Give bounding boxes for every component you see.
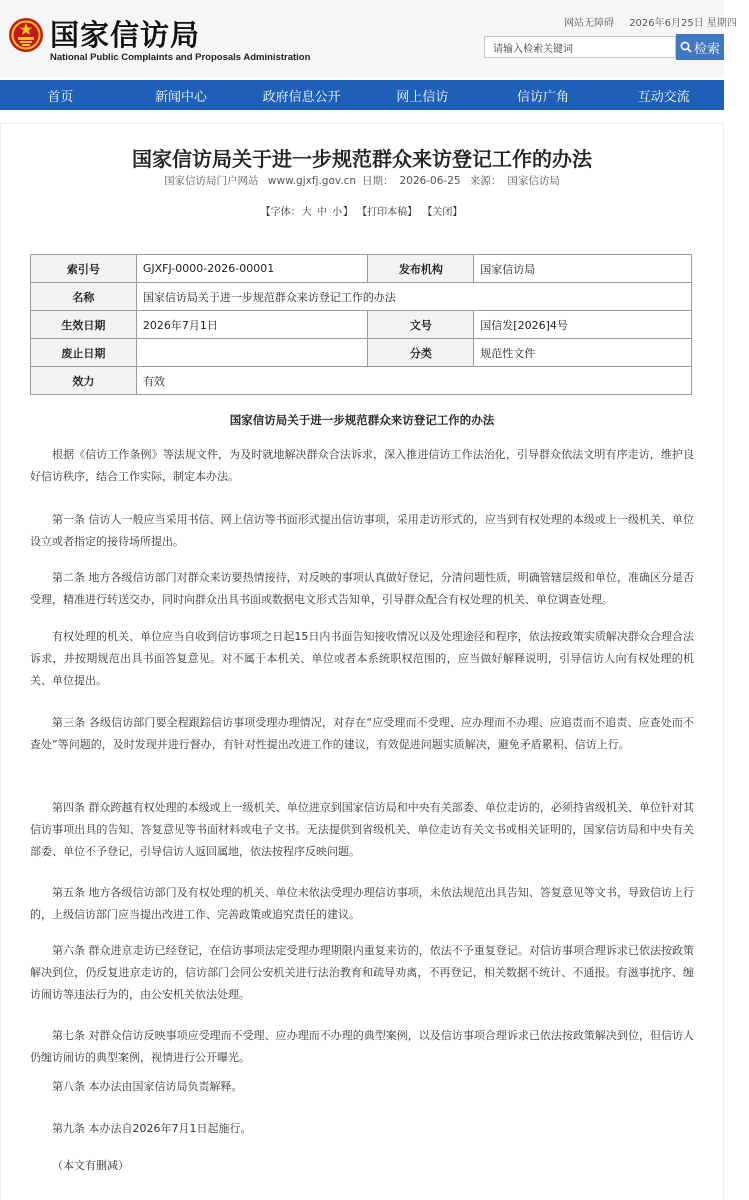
doc-number-label: 文号	[368, 311, 474, 339]
nav-item-interaction[interactable]: 互动交流	[637, 89, 690, 105]
name-value: 国家信访局关于进一步规范群众来访登记工作的办法	[136, 283, 691, 311]
close-link[interactable]: 【关闭】	[422, 207, 463, 218]
body-paragraph: 第二条 地方各级信访部门对群众来访要热情接待，对反映的事项认真做好登记，分清问题性质，明确管辖层级和单位，准确区分是否受理，精准进行转送交办，同时向群众出具书面或数据电文形式告知单，引导群众配合有权处理的机关、单位调查处理。	[30, 571, 694, 606]
print-link[interactable]: 【打印本稿】	[357, 207, 418, 218]
body-paragraph: 根据《信访工作条例》等法规文件，为及时就地解决群众合法诉求，深入推进信访工作法治化，引导群众依法文明有序走访，维护良好信访秩序，结合工作实际，制定本办法。	[30, 448, 694, 483]
document-info-table	[30, 254, 692, 395]
font-size-small-link[interactable]: 小	[332, 207, 342, 218]
nav-item-online-petition[interactable]: 网上信访	[396, 89, 449, 105]
meta-source-site: 国家信访局门户网站	[164, 175, 259, 187]
meta-url: www.gjxfj.gov.cn	[267, 175, 357, 187]
body-paragraph: 第五条 地方各级信访部门及有权处理的机关、单位未依法受理办理信访事项，未依法规范出具告知、答复意见等文书，导致信访上行的，上级信访部门应当提出改进工作、完善政策或追究责任的建议。	[30, 886, 694, 921]
body-paragraph: 第四条 群众跨越有权处理的本级或上一级机关、单位进京到国家信访局和中央有关部委、单位走访的，必须持省级机关、单位针对其信访事项出具的告知、答复意见等书面材料或电子文书。无法提供到省级机关、单位走访有关文书或相关证明的，国家信访局和中央有关部委、单位不予登记，引导信访人返回属地，依法按程序反映问题。	[30, 801, 694, 858]
body-paragraph: 第三条 各级信访部门要全程跟踪信访事项受理办理情况，对存在“应受理而不受理、应办理而不办理、应追责而不追责、应查处而不查处”等问题的，及时发现并进行督办，有针对性提出改进工作的建议，有效促进问题实质解决，避免矛盾累积、信访上行。	[30, 716, 694, 751]
body-paragraph: 第九条 本办法自2026年7月1日起施行。	[52, 1122, 252, 1135]
article-meta	[0, 173, 724, 188]
national-emblem-icon	[8, 17, 44, 53]
index-value: GJXFJ-0000-2026-00001	[136, 255, 368, 283]
table-row	[31, 367, 692, 395]
current-date: 2026年6月25日 星期四	[629, 18, 737, 29]
body-paragraph: 第八条 本办法由国家信访局负责解释。	[52, 1080, 243, 1093]
nav-item-gov-info[interactable]: 政府信息公开	[262, 89, 341, 105]
body-section-title: 国家信访局关于进一步规范群众来访登记工作的办法	[229, 413, 495, 427]
body-paragraph: 第七条 对群众信访反映事项应受理而不受理、应办理而不办理的典型案例，以及信访事项合理诉求已依法按政策解决到位，但信访人仍缠访闹访的典型案例，视情进行公开曝光。	[30, 1029, 694, 1064]
search-input[interactable]	[485, 40, 675, 60]
category-label: 分类	[368, 339, 474, 367]
repeal-date-label: 废止日期	[31, 339, 137, 367]
site-name: 国家信访局	[50, 18, 201, 52]
validity-label: 效力	[31, 367, 137, 395]
site-header	[0, 0, 737, 78]
table-row	[31, 255, 692, 283]
name-label: 名称	[31, 283, 137, 311]
main-nav	[0, 80, 724, 110]
table-row	[31, 283, 692, 311]
body-paragraph: 第一条 信访人一般应当采用书信、网上信访等书面形式提出信访事项，采用走访形式的，应当到有权处理的本级或上一级机关、单位设立或者指定的接待场所提出。	[30, 513, 694, 548]
font-size-label: 【字体：	[260, 207, 301, 218]
search-box	[484, 36, 676, 58]
effective-date-label: 生效日期	[31, 311, 137, 339]
category-value: 规范性文件	[474, 339, 692, 367]
validity-value: 有效	[136, 367, 691, 395]
body-paragraph: （本文有删减）	[52, 1159, 129, 1172]
meta-date: 2026-06-25	[399, 175, 461, 187]
meta-date-label: 日期：	[362, 175, 394, 187]
doc-number-value: 国信发[2026]4号	[474, 311, 692, 339]
table-row	[31, 311, 692, 339]
search-icon	[680, 41, 692, 53]
search-button-label: 检索	[693, 41, 720, 57]
meta-source: 国家信访局	[507, 175, 560, 187]
article-title: 国家信访局关于进一步规范群众来访登记工作的办法	[132, 147, 592, 171]
font-size-large-link[interactable]: 大	[301, 207, 312, 218]
body-paragraph: 第六条 群众进京走访已经登记，在信访事项法定受理办理期限内重复来访的，依法不予重复登记。对信访事项合理诉求已依法按政策解决到位，仍反复进京走访的，信访部门会同公安机关进行法治教育和疏导劝离，不再登记，相关数据不统计、不通报。有滋事扰序、缠访闹访等违法行为的，由公安机关依法处理。	[30, 944, 694, 1001]
publisher-label: 发布机构	[368, 255, 474, 283]
site-name-en: National Public Complaints and Proposals Administration	[50, 52, 311, 63]
accessibility-link[interactable]: 网站无障碍	[564, 18, 614, 29]
table-row	[31, 339, 692, 367]
font-size-end: 】	[343, 207, 353, 218]
body-paragraph: 有权处理的机关、单位应当自收到信访事项之日起15日内书面告知接收情况以及处理途径和程序，依法按政策实质解决群众合理合法诉求，并按期规范出具书面答复意见。对不属于本机关、单位或者本系统职权范围的，应当做好解释说明，引导信访人向有权处理的机关、单位提出。	[30, 630, 694, 687]
nav-item-home[interactable]: 首页	[47, 89, 74, 105]
search-button[interactable]	[676, 34, 724, 60]
repeal-date-value	[136, 339, 368, 367]
effective-date-value: 2026年7月1日	[136, 311, 368, 339]
meta-source-label: 来源：	[469, 175, 502, 187]
nav-item-news[interactable]: 新闻中心	[155, 89, 208, 105]
font-size-medium-link[interactable]: 中	[316, 207, 327, 218]
article-tools	[0, 203, 724, 218]
top-links	[564, 14, 749, 29]
index-label: 索引号	[31, 255, 137, 283]
publisher-value: 国家信访局	[474, 255, 692, 283]
nav-item-petition-view[interactable]: 信访广角	[517, 89, 570, 105]
